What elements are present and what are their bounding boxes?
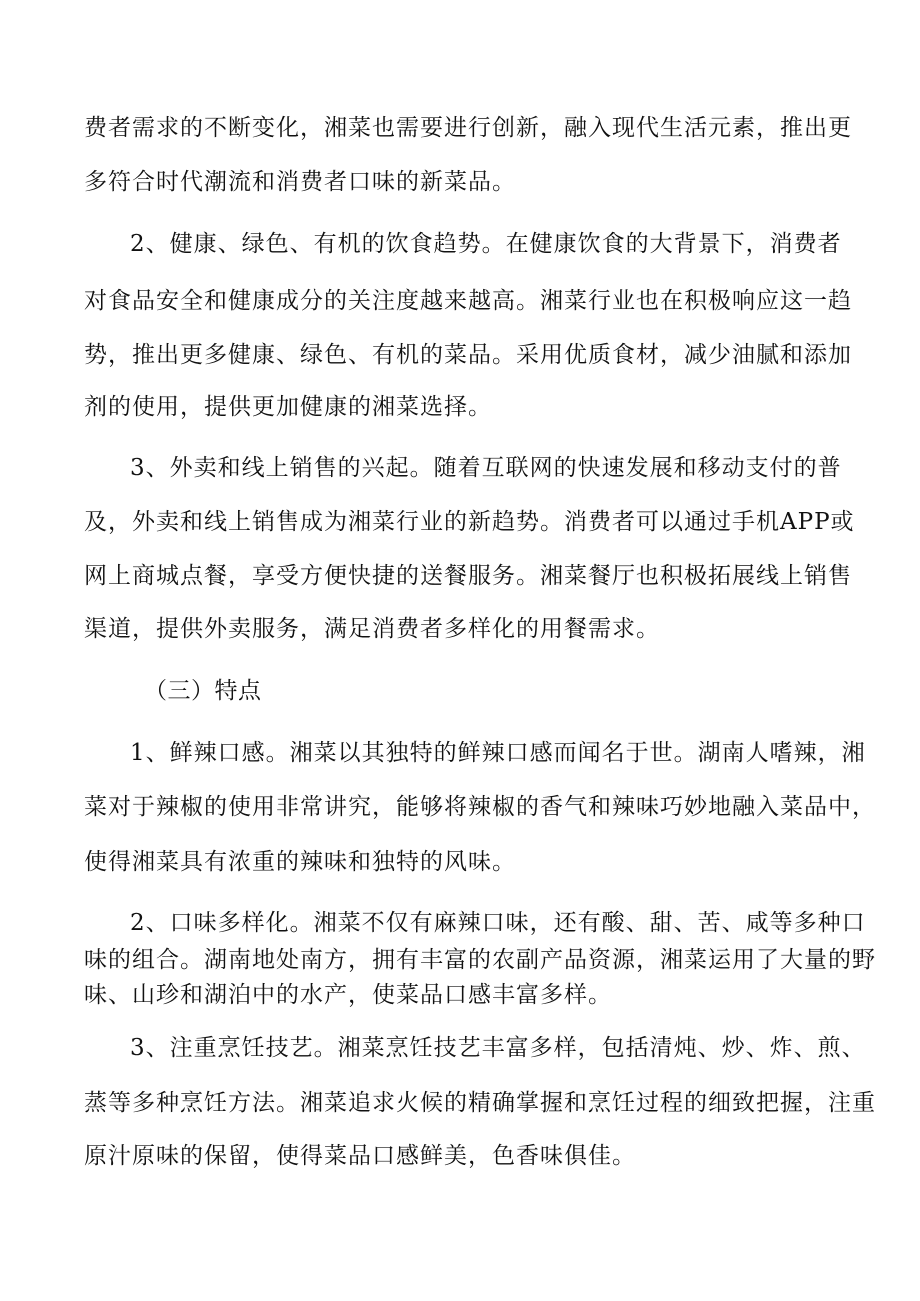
paragraph-line: 多符合时代潮流和消费者口味的新菜品。 [84, 169, 516, 195]
paragraph-line: 及，外卖和线上销售成为湘菜行业的新趋势。消费者可以通过手机APP或 [84, 509, 855, 535]
paragraph-line: 渠道，提供外卖服务，满足消费者多样化的用餐需求。 [84, 616, 660, 642]
paragraph-line: 味、山珍和湖泊中的水产，使菜品口感丰富多样。 [84, 982, 612, 1008]
paragraph-line: 1、鲜辣口感。湘菜以其独特的鲜辣口感而闻名于世。湖南人嗜辣，湘 [130, 740, 866, 766]
paragraph-line: 剂的使用，提供更加健康的湘菜选择。 [84, 394, 492, 420]
paragraph-line: 菜对于辣椒的使用非常讲究，能够将辣椒的香气和辣味巧妙地融入菜品中， [84, 794, 876, 820]
paragraph-line: 3、外卖和线上销售的兴起。随着互联网的快速发展和移动支付的普 [130, 455, 842, 481]
paragraph-line: 使得湘菜具有浓重的辣味和独特的风味。 [84, 849, 516, 875]
paragraph-line: 势，推出更多健康、绿色、有机的菜品。采用优质食材，减少油腻和添加 [84, 342, 852, 368]
paragraph-line: 2、口味多样化。湘菜不仅有麻辣口味，还有酸、甜、苦、咸等多种口 [130, 910, 866, 936]
section-heading: （三）特点 [144, 678, 262, 704]
paragraph-line: 2、健康、绿色、有机的饮食趋势。在健康饮食的大背景下，消费者 [130, 231, 842, 257]
paragraph-line: 原汁原味的保留，使得菜品口感鲜美，色香味俱佳。 [84, 1143, 636, 1169]
paragraph-line: 3、注重烹饪技艺。湘菜烹饪技艺丰富多样，包括清炖、炒、炸、煎、 [130, 1035, 866, 1061]
paragraph-line: 对食品安全和健康成分的关注度越来越高。湘菜行业也在积极响应这一趋 [84, 288, 852, 314]
paragraph-line: 蒸等多种烹饪方法。湘菜追求火候的精确掌握和烹饪过程的细致把握，注重 [84, 1090, 876, 1116]
paragraph-line: 网上商城点餐，享受方便快捷的送餐服务。湘菜餐厅也积极拓展线上销售 [84, 563, 852, 589]
paragraph-line: 味的组合。湖南地处南方，拥有丰富的农副产品资源，湘菜运用了大量的野 [84, 947, 876, 973]
paragraph-line: 费者需求的不断变化，湘菜也需要进行创新，融入现代生活元素，推出更 [84, 115, 852, 141]
